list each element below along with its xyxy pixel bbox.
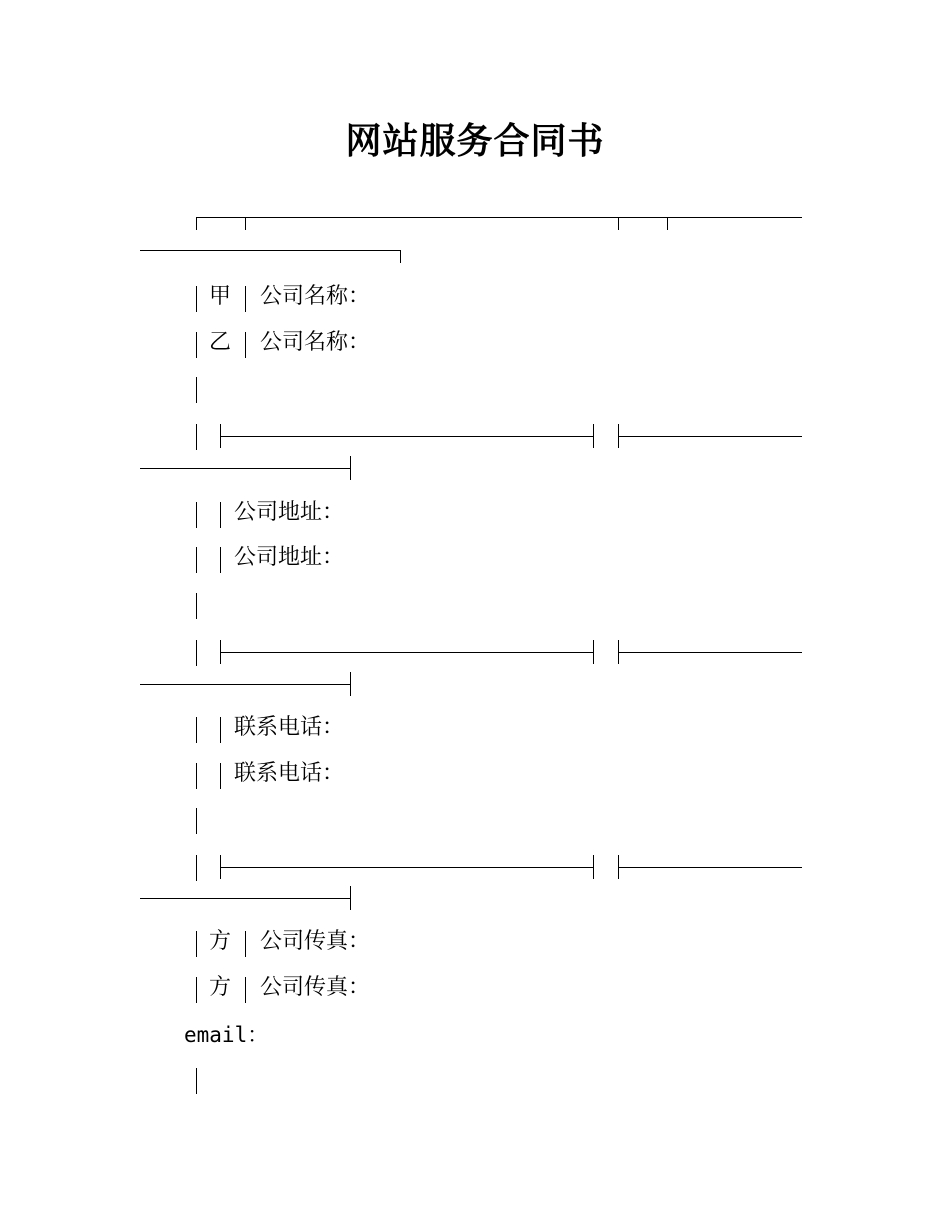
company-fax-label: 公司传真： — [260, 975, 371, 1000]
table-side-border — [196, 1068, 197, 1094]
company-name-label: 公司名称： — [260, 284, 371, 309]
company-name-label: 公司名称： — [260, 330, 371, 355]
table-side-border — [196, 377, 197, 403]
company-address-label: 公司地址： — [234, 545, 345, 570]
contact-phone-label: 联系电话： — [234, 715, 345, 740]
contact-phone-label: 联系电话： — [234, 761, 345, 786]
document-title: 网站服务合同书 — [345, 121, 605, 162]
table-side-border — [196, 593, 197, 619]
company-fax-label: 公司传真： — [260, 929, 371, 954]
row-marker-yi: 乙 — [209, 330, 232, 355]
company-address-label: 公司地址： — [234, 500, 345, 525]
email-label: email： — [184, 1023, 269, 1047]
row-marker-fang: 方 — [209, 975, 232, 1000]
row-marker-fang: 方 — [209, 929, 232, 954]
row-marker-jia: 甲 — [209, 284, 232, 309]
table-side-border — [196, 808, 197, 834]
